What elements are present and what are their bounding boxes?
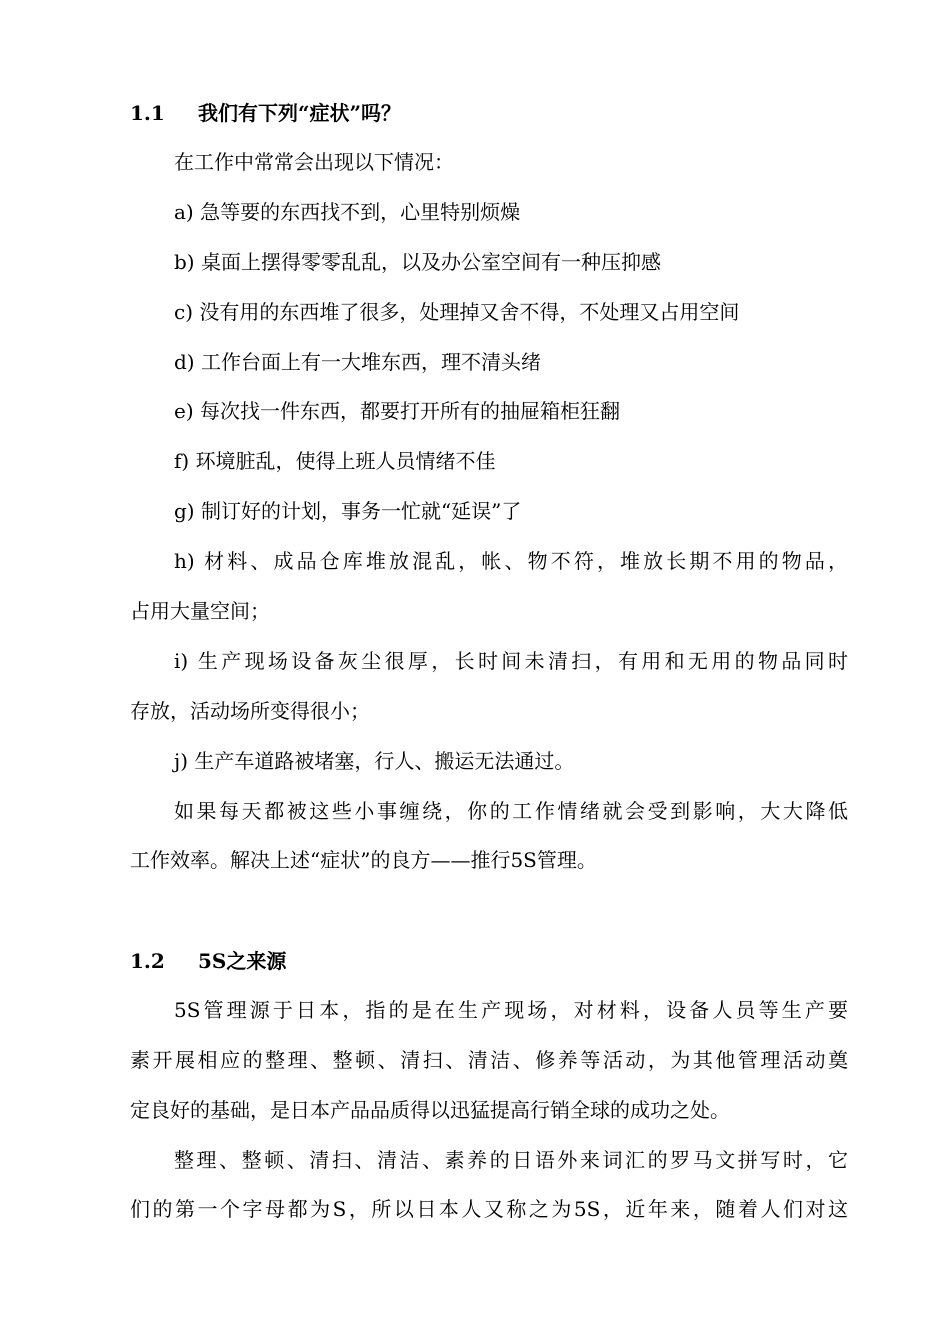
- list-item-b: b) 桌面上摆得零零乱乱，以及办公室空间有一种压抑感: [174, 250, 661, 274]
- section-2-title: 5S之来源: [198, 949, 287, 973]
- section-1-number: 1.1: [130, 101, 165, 125]
- para1-line1: 5S管理源于日本，指的是在生产现场，对材料，设备人员等生产要: [174, 998, 848, 1022]
- conclusion-line1: 如果每天都被这些小事缠绕，你的工作情绪就会受到影响，大大降低: [174, 799, 848, 823]
- conclusion-line2: 工作效率。解决上述“症状”的良方——推行5S管理。: [130, 848, 597, 872]
- list-item-c: c) 没有用的东西堆了很多，处理掉又舍不得，不处理又占用空间: [174, 300, 740, 324]
- list-item-g: g) 制订好的计划，事务一忙就“延误”了: [174, 499, 522, 523]
- para1-line2: 素开展相应的整理、整顿、清扫、清洁、修养等活动，为其他管理活动奠: [130, 1048, 848, 1072]
- list-item-a: a) 急等要的东西找不到，心里特别烦燥: [174, 200, 521, 224]
- list-item-j: j) 生产车道路被堵塞，行人、搬运无法通过。: [174, 749, 575, 773]
- para2-line1: 整理、整顿、清扫、清洁、素养的日语外来词汇的罗马文拼写时，它: [174, 1148, 848, 1172]
- list-item-h-line1: h) 材料、成品仓库堆放混乱，帐、物不符，堆放长期不用的物品，: [174, 549, 848, 573]
- section-1-intro: 在工作中常常会出现以下情况：: [174, 150, 454, 174]
- list-item-e: e) 每次找一件东西，都要打开所有的抽屉箱柜狂翻: [174, 399, 620, 423]
- section-2-heading: [130, 947, 286, 975]
- list-item-d: d) 工作台面上有一大堆东西，理不清头绪: [174, 350, 541, 374]
- list-item-h-line2: 占用大量空间；: [130, 599, 270, 623]
- section-2-number: 1.2: [130, 949, 165, 973]
- section-1-heading: [130, 99, 401, 127]
- para1-line3: 定良好的基础，是日本产品品质得以迅猛提高行销全球的成功之处。: [130, 1098, 730, 1122]
- list-item-f: f) 环境脏乱，使得上班人员情绪不佳: [174, 449, 496, 473]
- para2-line2: 们的第一个字母都为S，所以日本人又称之为5S，近年来，随着人们对这: [130, 1197, 848, 1221]
- list-item-i-line2: 存放，活动场所变得很小；: [130, 699, 370, 723]
- list-item-i-line1: i) 生产现场设备灰尘很厚，长时间未清扫，有用和无用的物品同时: [174, 649, 848, 673]
- section-1-title: 我们有下列“症状”吗？: [198, 101, 402, 125]
